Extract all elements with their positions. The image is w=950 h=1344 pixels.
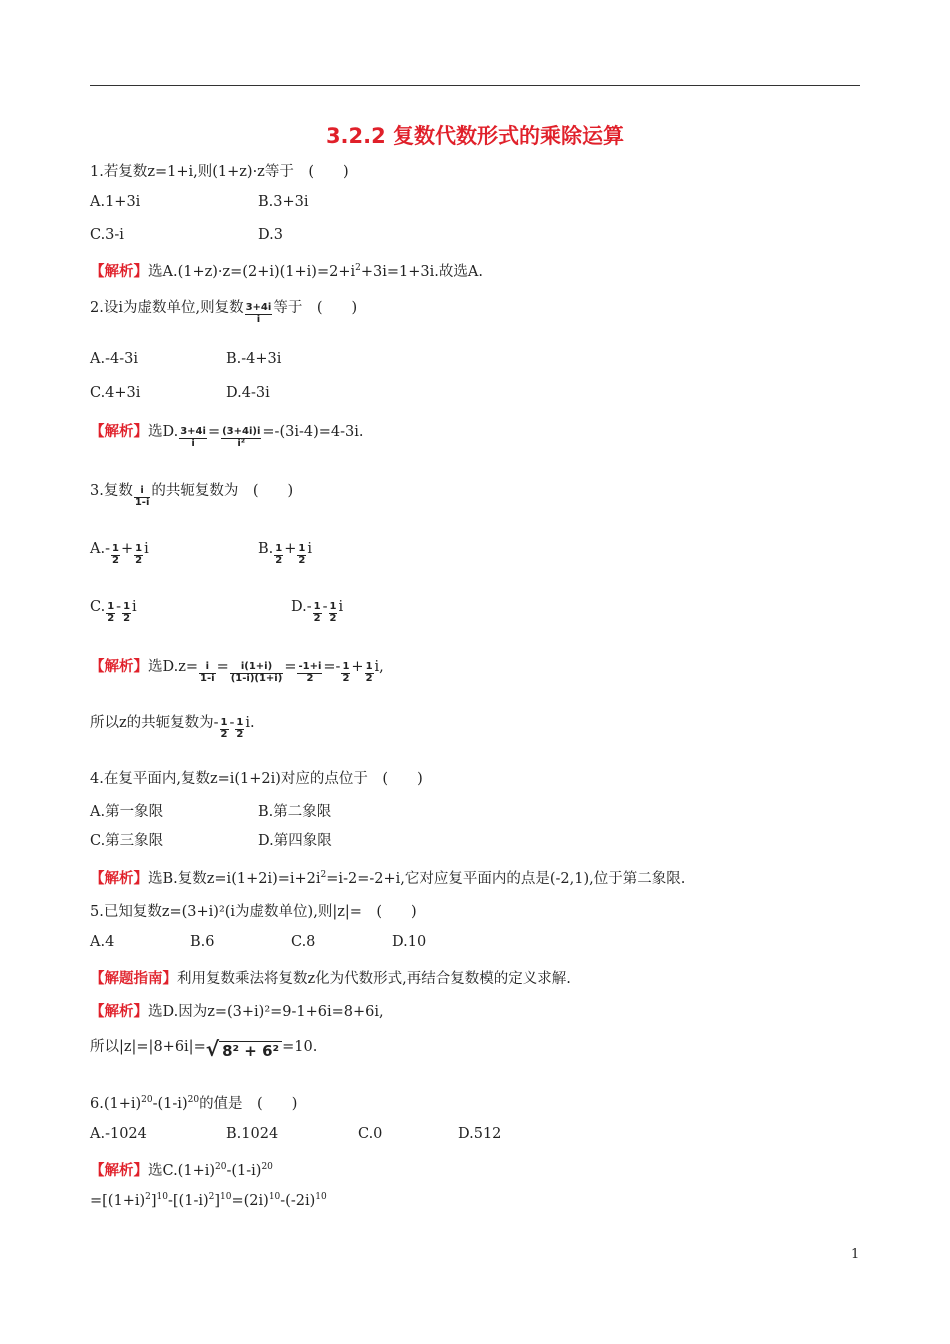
frac-den: i² — [237, 437, 246, 449]
operator: - — [116, 599, 122, 615]
operator: + — [351, 659, 364, 675]
q3-conj-end: i. — [245, 715, 255, 731]
frac-den: (1-i)(1+i) — [230, 672, 283, 684]
q5-stem: 5.已知复数z=(3+i)²(i为虚数单位),则|z|= ( ) — [90, 904, 417, 920]
half-frac — [134, 544, 143, 566]
solution-tag: 【解析】 — [90, 264, 148, 280]
q3-sol-frac-2 — [230, 662, 284, 684]
frac-num: 1 — [236, 717, 244, 728]
q6-option-c: C.0 — [358, 1126, 383, 1142]
frac-den: 2 — [306, 672, 314, 684]
q1-option-a: A.1+3i — [90, 194, 141, 210]
half-frac — [122, 602, 131, 624]
frac-num: 1 — [275, 543, 283, 554]
half-frac — [297, 544, 306, 566]
q5-guide — [90, 967, 571, 988]
q2-sol-post: =-(3i-4)=4-3i. — [262, 424, 364, 440]
q3-option-b — [258, 538, 312, 566]
frac-num: i(1+i) — [230, 662, 284, 674]
half-frac — [313, 602, 322, 624]
q5-solution-text: 选D.因为z=(3+i)²=9-1+6i=8+6i, — [148, 1004, 384, 1020]
frac-den: 2 — [329, 612, 337, 624]
q5-mod-pre: 所以|z|=|8+6i|= — [90, 1039, 206, 1055]
frac-num: i — [199, 662, 216, 674]
frac-den: 2 — [135, 554, 143, 566]
frac-num: 1 — [365, 661, 373, 672]
solution-tag: 【解析】 — [90, 1163, 148, 1179]
q3-sol-tail-pre: =- — [323, 659, 341, 675]
q2-sol-frac-1 — [179, 427, 207, 449]
q1-solution — [90, 260, 483, 281]
frac-den: 2 — [342, 672, 350, 684]
frac-den: 2 — [111, 554, 119, 566]
q6-option-d: D.512 — [458, 1126, 502, 1142]
q2-fraction — [245, 303, 273, 325]
solution-tag: 【解析】 — [90, 871, 148, 887]
q4-solution — [90, 867, 685, 888]
sqrt-expression — [206, 1037, 282, 1061]
frac-num: (3+4i)i — [222, 426, 261, 437]
q4-stem: 4.在复平面内,复数z=i(1+2i)对应的点位于 ( ) — [90, 771, 423, 787]
q2-stem — [90, 296, 358, 325]
frac-num: 1 — [329, 601, 337, 612]
q3-solution: 【解析】选D.z= $\frac{i}{1-i}$ = $\frac{i(1+i)}{(1-i)(1+i)}$ = $\frac{-1+i}{2}$ =- $\frac{1}{2}$ + $\frac{1}{2}$ i, — [90, 659, 384, 684]
q2-option-a: A.-4-3i — [90, 351, 138, 367]
q1-option-b: B.3+3i — [258, 194, 309, 210]
q5-option-d: D.10 — [392, 934, 427, 950]
option-prefix: B. — [258, 541, 274, 557]
q5-modulus — [90, 1035, 317, 1059]
frac-den: 2 — [123, 612, 131, 624]
frac-num: 3+4i — [180, 426, 206, 437]
q3-sol-pre: 选D.z= — [148, 659, 199, 675]
imag-unit: i — [132, 599, 137, 615]
solution-tag: 【解析】 — [90, 1004, 148, 1020]
q2-option-c: C.4+3i — [90, 385, 141, 401]
operator: - — [229, 715, 235, 731]
q5-mod-post: =10. — [282, 1039, 318, 1055]
q1-solution-text: 选$A.(1+z)\cdot z=(2+i)(1+i)=2+i^2+3i=1+3i$.故选A. — [148, 263, 483, 280]
imag-unit: i — [338, 599, 344, 615]
frac-den: 1-i — [134, 496, 150, 508]
q6-solution — [90, 1159, 273, 1180]
q5-solution — [90, 1000, 384, 1021]
q3-conj-pre: 所以z的共轭复数为- — [90, 715, 219, 731]
solution-tag: 【解析】 — [90, 424, 148, 440]
operator: + — [120, 541, 134, 557]
q2-frac-num: 3+4i — [245, 302, 272, 313]
frac-num: 1 — [135, 543, 143, 554]
q3-sol-frac-1 — [199, 662, 216, 684]
q4-option-c: C.第三象限 — [90, 833, 164, 849]
q4-solution-text: 选B.复数$z=i(1+2i)=i+2i^2=i-2=-2+i$,它对应复平面内的点是(-2,1),位于第二象限. — [148, 870, 686, 887]
half-frac — [329, 602, 338, 624]
half-frac — [365, 662, 374, 684]
half-frac — [111, 544, 120, 566]
page-number: 1 — [851, 1247, 860, 1262]
half-frac — [106, 602, 115, 624]
q1-option-d: D.3 — [258, 227, 283, 243]
frac-num: -1+i — [298, 661, 322, 672]
frac-den: 2 — [275, 554, 283, 566]
q3-sol-tail-end: i, — [374, 659, 384, 675]
q5-option-b: B.6 — [190, 934, 215, 950]
sqrt-radicand: 8² + 6² — [219, 1041, 282, 1060]
q2-solution: 【解析】选D. $\frac{3+4i}{i}$ = $\frac{(3+4i)i}{\text{i²}}$ =-(3i-4)=4-3i. — [90, 424, 364, 449]
q5-option-a: A.4 — [90, 934, 115, 950]
frac-num: 1 — [123, 601, 131, 612]
half-frac — [274, 544, 283, 566]
q5-option-c: C.8 — [291, 934, 316, 950]
imag-unit: i — [307, 541, 312, 557]
q6-stem: $6.(1+i)^{20}-(1-i)^{20}$的值是 ( ) — [90, 1095, 298, 1112]
q1-stem: 1.若复数z=1+i,则(1+z)·z等于 ( ) — [90, 164, 349, 180]
frac-den: 2 — [298, 554, 306, 566]
frac-den: 2 — [220, 728, 228, 740]
frac-den: i — [191, 437, 195, 449]
q2-stem-post: 等于 ( ) — [273, 300, 358, 316]
frac-num: 1 — [220, 717, 228, 728]
guide-tag: 【解题指南】 — [90, 971, 177, 987]
q4-option-d: D.第四象限 — [258, 833, 332, 849]
option-prefix: C. — [90, 599, 106, 615]
q6-solution-line2: $=[(1+i)^2]^{10}-[(1-i)^2]^{10}=(2i)^{10}-(-2i)^{10}$ — [90, 1192, 327, 1209]
frac-num: 1 — [342, 661, 350, 672]
frac-den: 2 — [107, 612, 115, 624]
q2-frac-den: i — [256, 313, 261, 325]
q3-option-c — [90, 596, 137, 624]
half-frac — [220, 718, 229, 740]
frac-den: 1-i — [200, 672, 215, 684]
q2-option-b: B.-4+3i — [226, 351, 282, 367]
frac-num: 1 — [111, 543, 119, 554]
header-rule — [90, 85, 860, 86]
frac-num: 1 — [107, 601, 115, 612]
q6-option-b: B.1024 — [226, 1126, 279, 1142]
option-prefix: A.- — [90, 541, 110, 557]
q4-option-a: A.第一象限 — [90, 804, 164, 820]
half-frac — [235, 718, 244, 740]
sqrt-sign: √ — [205, 1037, 220, 1061]
option-prefix: D.- — [291, 599, 312, 615]
frac-num: 1 — [313, 601, 321, 612]
frac-num: 1 — [298, 543, 306, 554]
q3-fraction — [134, 486, 151, 508]
page-title: 3.2.2 复数代数形式的乘除运算 — [325, 124, 625, 148]
q4-option-b: B.第二象限 — [258, 804, 332, 820]
q3-stem-pre: 3.复数 — [90, 483, 133, 499]
frac-num: i — [134, 486, 151, 498]
operator: - — [322, 599, 328, 615]
frac-den: 2 — [236, 728, 244, 740]
q3-stem — [90, 479, 294, 508]
q2-sol-pre: 选D. — [148, 424, 179, 440]
q3-stem-post: 的共轭复数为 ( ) — [151, 483, 294, 499]
q3-option-d — [291, 596, 344, 624]
q3-conjugate — [90, 711, 255, 740]
q6-option-a: A.-1024 — [90, 1126, 147, 1142]
q3-option-a — [90, 538, 149, 566]
frac-den: 2 — [365, 672, 373, 684]
operator: + — [284, 541, 297, 557]
q2-sol-frac-2 — [221, 427, 261, 449]
solution-tag: 【解析】 — [90, 659, 148, 675]
q2-stem-pre: 2.设i为虚数单位,则复数 — [90, 300, 244, 316]
imag-unit: i — [144, 541, 149, 557]
q5-guide-text: 利用复数乘法将复数z化为代数形式,再结合复数模的定义求解. — [177, 971, 571, 987]
q1-option-c: C.3-i — [90, 227, 124, 243]
q3-sol-frac-3 — [297, 662, 322, 684]
q2-option-d: D.4-3i — [226, 385, 270, 401]
q6-solution-text: 选$C.(1+i)^{20}-(1-i)^{20}$ — [148, 1162, 273, 1179]
half-frac — [341, 662, 350, 684]
frac-den: 2 — [313, 612, 321, 624]
